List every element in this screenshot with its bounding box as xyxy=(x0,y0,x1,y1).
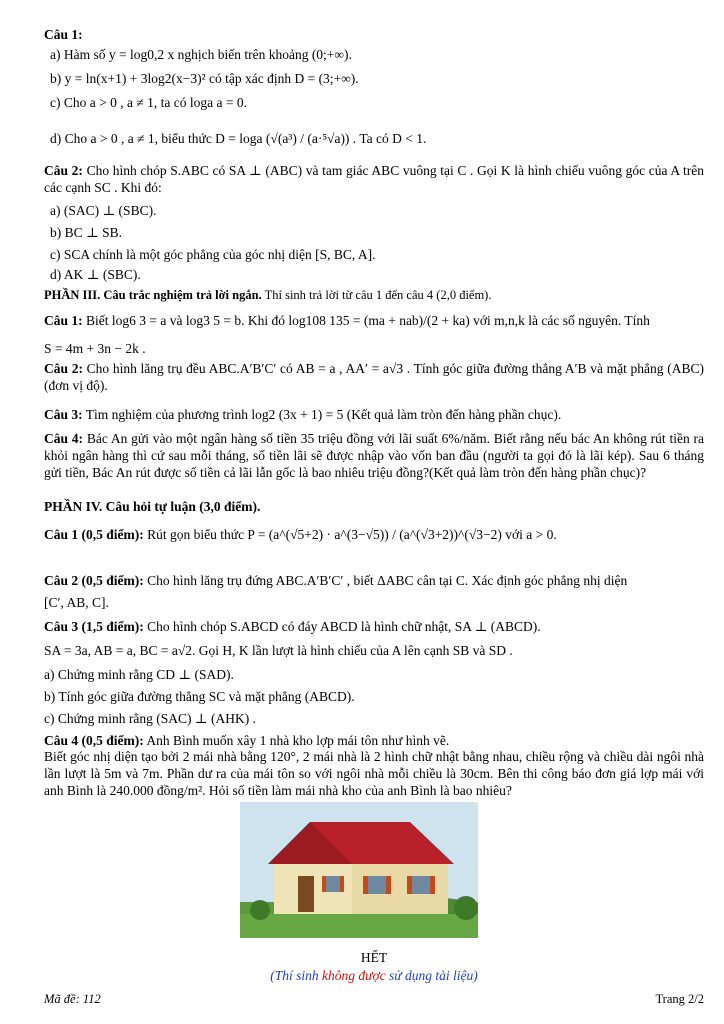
p4-q3-c: c) Chứng minh rằng (SAC) ⊥ (AHK) . xyxy=(44,711,256,726)
p4-q3-a: a) Chứng minh rằng CD ⊥ (SAD). xyxy=(44,667,234,682)
q1-title: Câu 1: xyxy=(44,27,83,42)
q1-option-b: b) y = ln(x+1) + 3log2(x−3)² có tập xác định D = (3;+∞). xyxy=(50,71,359,86)
house-illustration xyxy=(240,802,478,938)
p3-q3: Câu 3: Tìm nghiệm của phương trình log2 (3x + 1) = 5 (Kết quả làm tròn đến hàng phần chục). xyxy=(44,407,562,422)
page-number: Trang 2/2 xyxy=(655,992,704,1006)
q2-option-a: a) (SAC) ⊥ (SBC). xyxy=(50,203,157,218)
p4-q1: Câu 1 (0,5 điểm): Rút gọn biểu thức P = (a^(√5+2) · a^(3−√5)) / (a^(√3+2))^(√3−2) với a > 0. xyxy=(44,527,557,542)
end-mark: HẾT xyxy=(360,950,388,965)
q1-option-c: c) Cho a > 0 , a ≠ 1, ta có loga a = 0. xyxy=(50,95,247,110)
p4-q2: Câu 2 (0,5 điểm): Cho hình lăng trụ đứng ABC.A′B′C′ , biết ΔABC cân tại C. Xác định góc phẳng nhị diện xyxy=(44,573,628,588)
exam-code: Mã đề: 112 xyxy=(44,992,101,1006)
q1-option-d: d) Cho a > 0 , a ≠ 1, biểu thức D = loga (√(a³) / (a·⁵√a)) . Ta có D < 1. xyxy=(50,131,427,146)
p3-q2: Câu 2: Cho hình lăng trụ đều ABC.A′B′C′ có AB = a , AA′ = a√3 . Tính góc giữa đường thẳng A′B và mặt phẳng (ABC) (đơn vị độ). xyxy=(44,361,704,393)
house-image xyxy=(240,802,478,938)
q2-stem: Câu 2: Cho hình chóp S.ABC có SA ⊥ (ABC) và tam giác ABC vuông tại C . Gọi K là hình chiếu vuông góc của A trên các cạnh SC . Khi đó: xyxy=(44,163,705,195)
p3-q1-line2: S = 4m + 3n − 2k . xyxy=(44,341,146,356)
material-note: (Thí sinh không được sử dụng tài liệu) xyxy=(270,968,478,983)
p4-q4-body: Biết góc nhị diện tạo bởi 2 mái nhà bằng 120°, 2 mái nhà là 2 hình chữ nhật bằng nhau, chiều rộng và chiều dài ngôi nhà lần lượt là 5m và 7m. Phần dư ra của mái tôn so với ngôi nhà mỗi chiều là 30cm. Bên thi công báo đơn giá lợp mái với anh Bình là 240.000 đồng/m². Hỏi số tiền làm mái nhà kho của anh Bình là bao nhiêu? xyxy=(44,749,704,798)
p3-q4: Câu 4: Bác An gửi vào một ngân hàng số tiền 35 triệu đồng với lãi suất 6%/năm. Biết rằng nếu bác An không rút tiền ra khỏi ngân hàng thì cứ sau mỗi tháng, số tiền lãi sẽ được nhập vào vốn ban đầu (người ta gọi đó là lãi kép). Sau 6 tháng gửi tiền, Bác An rút được số tiền cả lãi lẫn gốc là bao nhiêu triệu đồng?(Kết quả làm tròn đến hàng phần chục)? xyxy=(44,431,704,480)
part4-heading: PHẦN IV. Câu hỏi tự luận (3,0 điểm). xyxy=(44,499,261,514)
p4-q4: Câu 4 (0,5 điểm): Anh Bình muốn xây 1 nhà kho lợp mái tôn như hình vẽ. xyxy=(44,733,450,748)
q2-option-d: d) AK ⊥ (SBC). xyxy=(50,267,141,282)
q1-option-a: a) Hàm số y = log0,2 x nghịch biến trên khoảng (0;+∞). xyxy=(50,47,352,62)
p4-q3-b: b) Tính góc giữa đường thẳng SC và mặt phẳng (ABCD). xyxy=(44,689,355,704)
p4-q3: Câu 3 (1,5 điểm): Cho hình chóp S.ABCD có đáy ABCD là hình chữ nhật, SA ⊥ (ABCD). xyxy=(44,619,541,634)
p4-q3-line2: SA = 3a, AB = a, BC = a√2. Gọi H, K lần lượt là hình chiếu của A lên cạnh SB và SD . xyxy=(44,643,513,658)
q2-option-b: b) BC ⊥ SB. xyxy=(50,225,122,240)
q2-option-c: c) SCA chính là một góc phẳng của góc nhị diện [S, BC, A]. xyxy=(50,247,376,262)
p3-q1: Câu 1: Biết log6 3 = a và log3 5 = b. Khi đó log108 135 = (ma + nab)/(2 + ka) với m,n,k là các số nguyên. Tính xyxy=(44,313,650,328)
p4-q2-line2: [C′, AB, C]. xyxy=(44,595,109,610)
part3-heading: PHẦN III. Câu trắc nghiệm trả lời ngắn. Thí sinh trả lời từ câu 1 đến câu 4 (2,0 điểm). xyxy=(44,288,492,302)
